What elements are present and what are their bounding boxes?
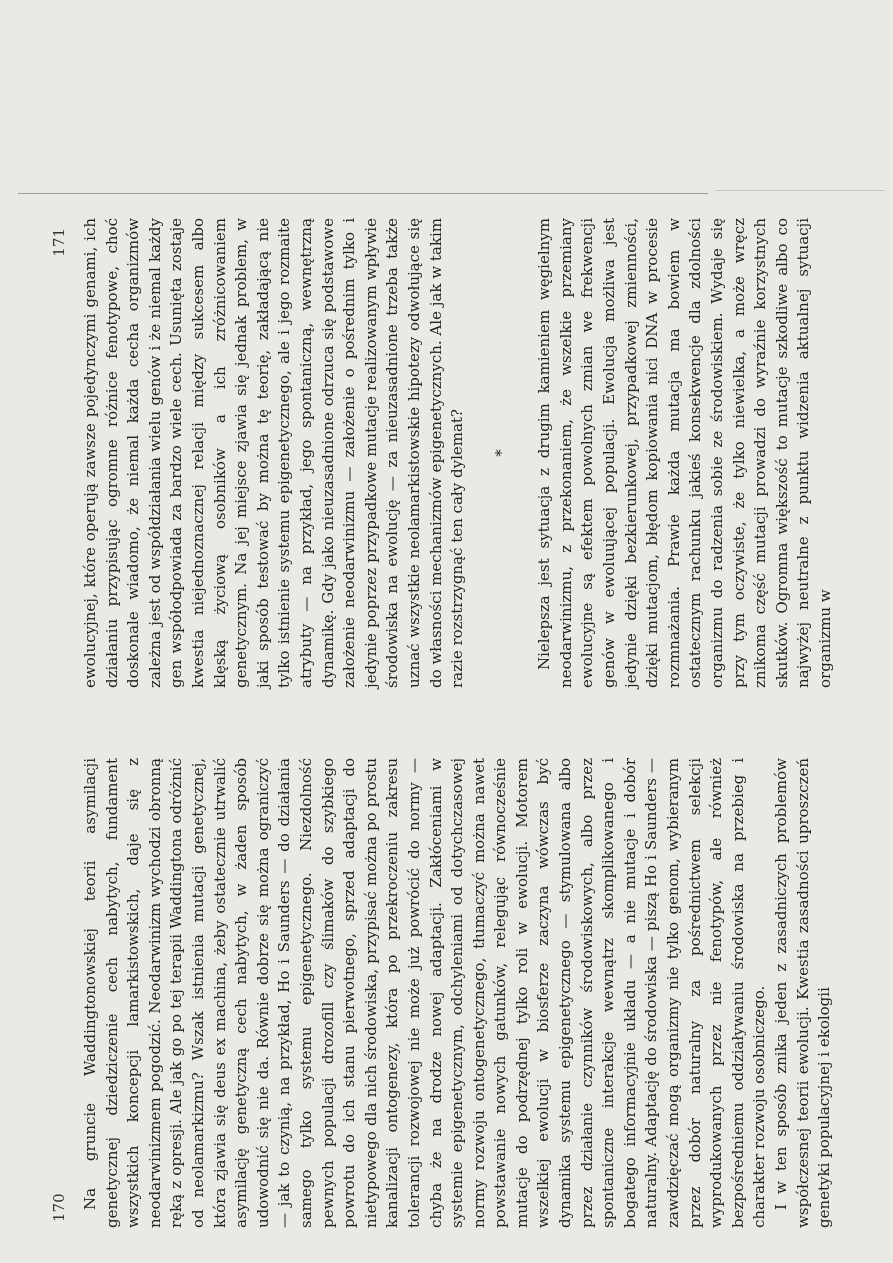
book-spread <box>46 208 846 1228</box>
scan-edge-line <box>18 193 708 194</box>
left-page <box>46 758 846 1228</box>
paragraph: ewolucyjnej, które operują zawsze pojedynczymi genami, ich działaniu przypisując ogromne różnice fenotypowe, choć doskonale wiadomo, że niemal każda cecha organizmów zależna jest od współdziałania wielu genów i że niemal każdy gen współodpowiada za bardzo wiele cech. Usunięta zostaje kwestia niejednoznacznej relacji między sukcesem albo klęską życiową osobników a ich zróżnicowaniem genetycznym. Na jej miejsce zjawia się jednak problem, w jaki sposób testować by można tę teorię, zakładającą nie tylko istnienie systemu epigenetycznego, ale i jego rozmaite atrybuty — na przykład, jego spontaniczną, wewnętrzną dynamikę. Gdy jako nieuzasadnione odrzuca się podstawowe założenie neodarwinizmu — założenie o pośrednim tylko i jedynie poprzez przypadkowe mutacje realizowanym wpływie środowiska na ewolucję — za nieuzasadnione trzeba także uznać wszystkie neolamarkistowskie hipotezy odwołujące się do własności mechanizmów epigenetycznych. Ale jak w takim razie rozstrzygnąć ten cały dylemat? <box>81 218 467 688</box>
paragraph: Na gruncie Waddingtonowskiej teorii asymilacji genetycznej dziedziczenie cech nabytych, fundament wszystkich koncepcji lamarkistowskich, daje się z neodarwinizmem pogodzić. Neodarwinizm wychodzi obronną ręką z opresji. Ale jak go po tej terapii Waddingtona odróżnić od neolamarkizmu? Wszak istnienia mutacji genetycznej, która zjawia się deus ex machina, żeby ostatecznie utrwalić asymilację genetyczną cech nabytych, w żaden sposób udowodnić się nie da. Równie dobrze się można ograniczyć — jak to czynią, na przykład, Ho i Saunders — do działania samego tylko systemu epigenetycznego. Niezdolność pewnych populacji drozofill czy ślimaków do szybkiego powrotu do ich stanu pierwotnego, sprzed adaptacji do nietypowego dla nich środowiska, przypisać można po prostu kanalizacji ontogenezy, która po przekroczeniu zakresu tolerancji rozwojowej nie może już powrócić do normy — chyba że na drodze nowej adaptacji. Zakłóceniami w systemie epigenetycznym, odchyleniami od dotychczasowej normy rozwoju ontogenetycznego, tłumaczyć można nawet powstawanie nowych gatunków, relegując równocześnie mutacje do podrzędnej tylko roli w ewolucji. Motorem wszelkiej ewolucji w biosferze zaczyna wówczas być dynamika systemu epigenetycznego — stymulowana albo przez działanie czynników środowiskowych, albo przez spontaniczne interakcje wewnątrz skomplikowanego i bogatego informacyjnie układu — a nie mutacje i dobór naturalny. Adaptację do środowiska — piszą Ho i Saunders — zawdzięczać mogą organizmy nie tylko genom, wybieranym przez dobór naturalny za pośrednictwem selekcji wyprodukowanych przez nie fenotypów, ale również bezpośredniemu oddziaływaniu środowiska na przebieg i charakter rozwoju osobniczego. <box>81 758 769 1228</box>
paragraph: Nielepsza jest sytuacja z drugim kamieniem węgielnym neodarwinizmu, z przekonaniem, że wszelkie przemiany ewolucyjne są efektem powolnych zmian we frekwencji genów w ewoluującej populacji. Ewolucja możliwa jest jedynie dzięki bezkierunkowej, przypadkowej zmienności, dzięki mutacjom, błędom kopiowania nici DNA w procesie rozmnażania. Prawie każda mutacja ma bowiem w ostatecznym rachunku jakieś konsekwencje dla zdolności organizmu do radzenia sobie ze środowiskiem. Wydaje się przy tym oczywiste, że tylko niewielka, a może wręcz znikoma część mutacji prowadzi do wyraźnie korzystnych skutków. Ogromna większość to mutacje szkodliwe albo co najwyżej neutralne z punktu widzenia aktualnej sytuacji organizmu w <box>535 218 834 688</box>
left-page-body <box>80 758 836 1228</box>
right-page-body <box>80 218 837 688</box>
page-number-left: 170 <box>50 1193 68 1222</box>
scan-edge-line-right <box>715 190 885 191</box>
page-number-right: 171 <box>50 228 68 257</box>
section-separator: * <box>491 449 510 457</box>
right-page <box>46 218 846 688</box>
paragraph: I w ten sposób znika jeden z zasadniczych problemów współczesnej teorii ewolucji. Kwestia zasadności uproszczeń genetyki populacyjnej i ekologii <box>772 758 834 1228</box>
